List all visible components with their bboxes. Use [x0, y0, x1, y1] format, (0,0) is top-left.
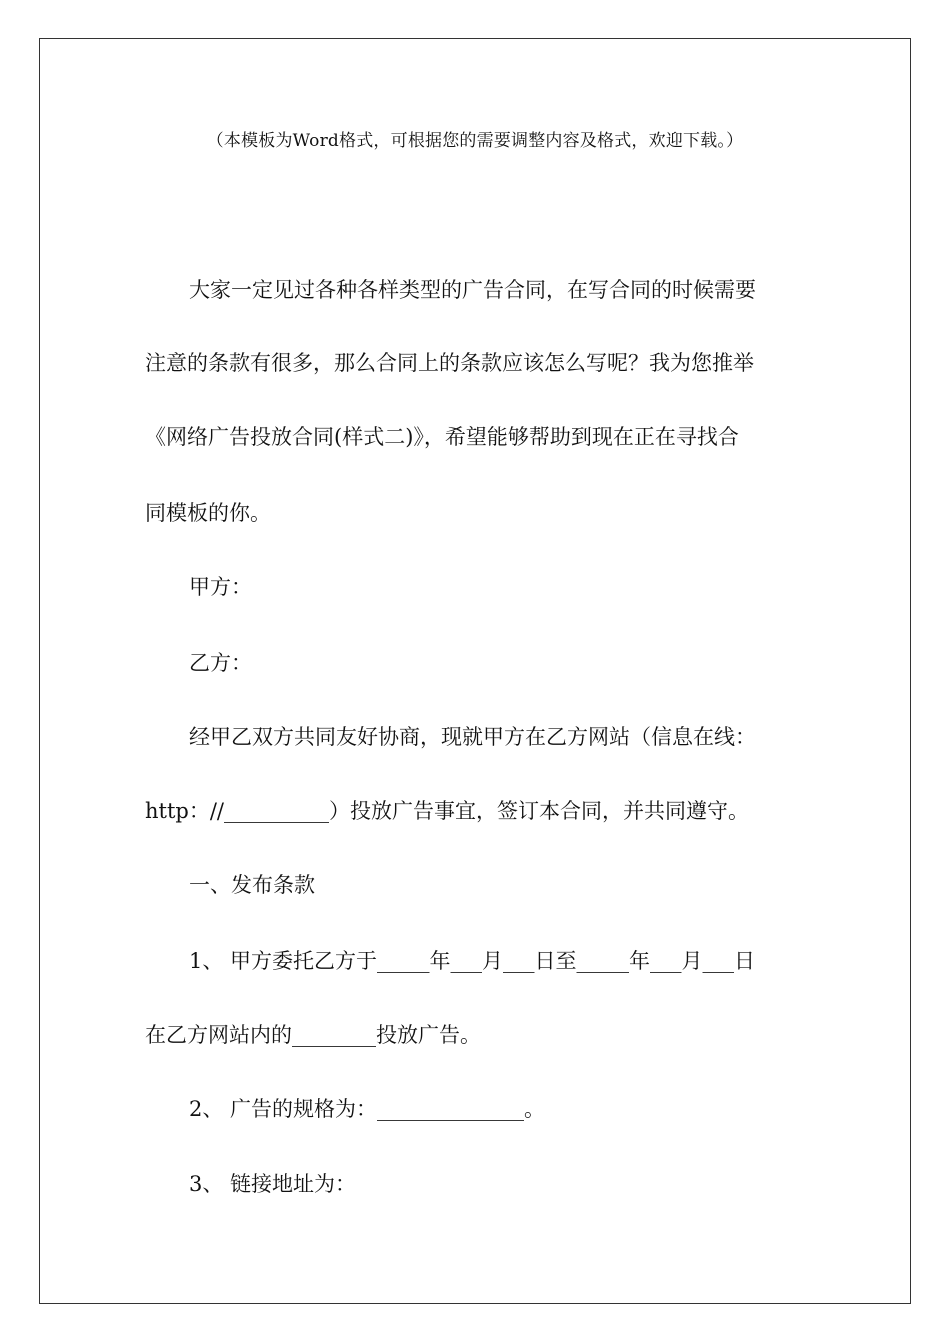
party-b-label: 乙方： — [189, 651, 252, 675]
clause-1-line-2: 在乙方网站内的________投放广告。 — [145, 1023, 481, 1047]
clause-1-line-1: 1、 甲方委托乙方于_____年___月___日至_____年___月___日 — [189, 949, 756, 973]
intro-line-1: 大家一定见过各种各样类型的广告合同，在写合同的时候需要 — [189, 278, 756, 302]
template-note: （本模板为Word格式，可根据您的需要调整内容及格式，欢迎下载。） — [206, 131, 744, 151]
intro-line-4: 同模板的你。 — [145, 501, 271, 525]
clause-2: 2、 广告的规格为：______________。 — [189, 1097, 546, 1121]
intro-line-2: 注意的条款有很多，那么合同上的条款应该怎么写呢？我为您推举 — [145, 351, 754, 375]
agreement-line-2: http：//__________）投放广告事宜，签订本合同，并共同遵守。 — [145, 799, 749, 823]
section-1-title: 一、发布条款 — [189, 873, 315, 897]
agreement-line-1: 经甲乙双方共同友好协商，现就甲方在乙方网站（信息在线： — [189, 725, 756, 749]
clause-3: 3、 链接地址为： — [189, 1172, 357, 1196]
intro-line-3: 《网络广告投放合同(样式二)》，希望能够帮助到现在正在寻找合 — [145, 425, 739, 449]
party-a-label: 甲方： — [189, 575, 252, 599]
